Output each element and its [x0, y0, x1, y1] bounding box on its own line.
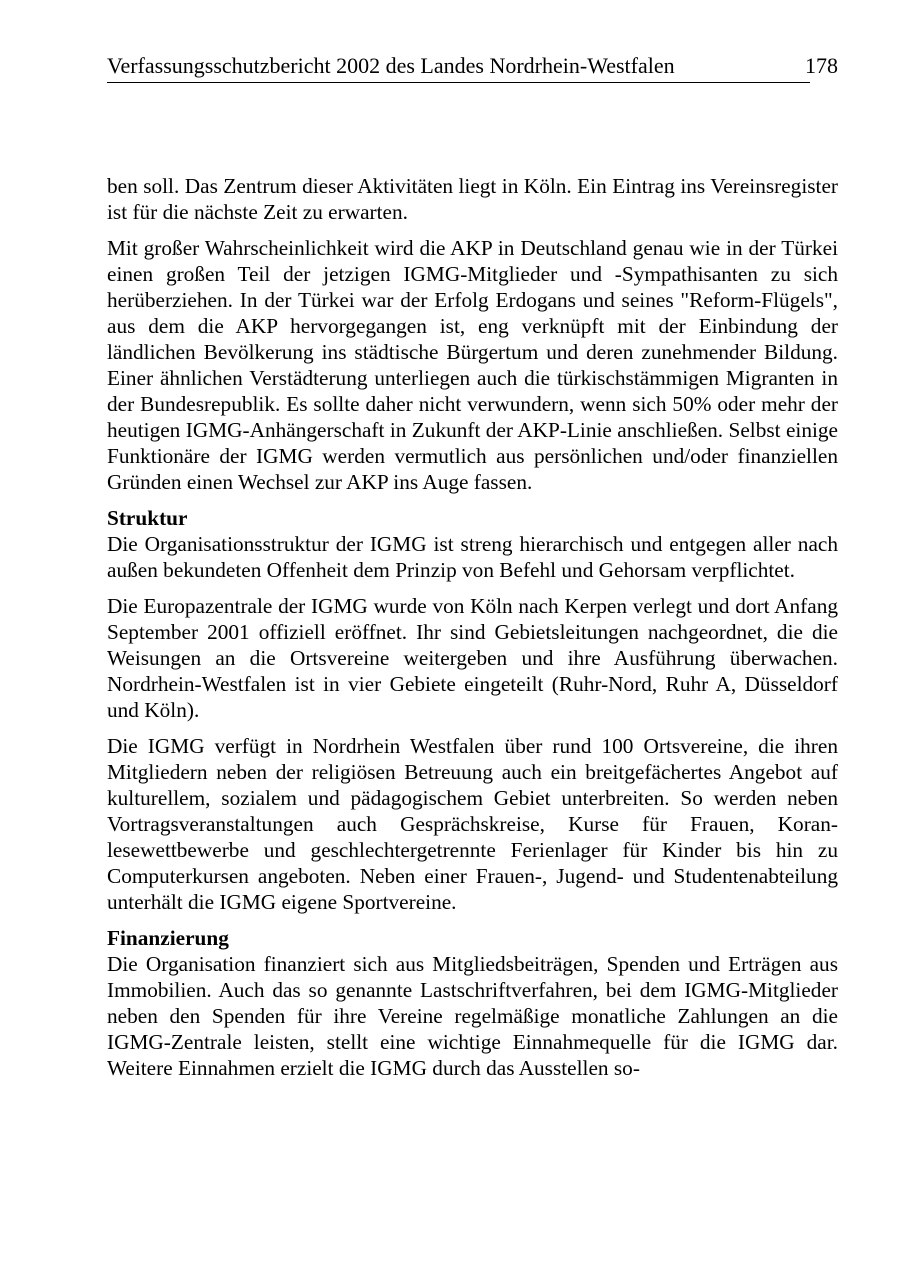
body-paragraph: Die Europazentrale der IGMG wurde von Köln nach Kerpen verlegt und dort Anfang September 2001 offiziell eröffnet. Ihr sind Gebietsleitungen nachgeordnet, die die Weisungen an die Ortsvereine weitergeben und ihre Ausführung überwachen. Nordrhein-Westfalen ist in vier Gebiete eingeteilt (Ruhr-Nord, Ruhr A, Düsseldorf und Köln).	[107, 594, 838, 722]
body-paragraph: ben soll. Das Zentrum dieser Aktivitäten liegt in Köln. Ein Eintrag ins Vereinsregister ist für die nächste Zeit zu erwarten.	[107, 174, 838, 224]
section-heading-finanzierung: Finanzierung	[107, 926, 229, 950]
running-title: Verfassungsschutzbericht 2002 des Landes Nordrhein-Westfalen	[107, 53, 675, 78]
page-number: 178	[805, 53, 838, 78]
body-paragraph: Die Organisation finanziert sich aus Mitgliedsbeiträgen, Spenden und Erträgen aus Immobilien. Auch das so genannte Lastschriftverfahren, bei dem IGMG-Mitglieder neben den Spenden für ihre Vereine regelmäßige monatliche Zahlungen an die IGMG-Zentrale leisten, stellt eine wichtige Einnahmequelle für die IGMG dar. Weitere Einnahmen erzielt die IGMG durch das Ausstellen so-	[107, 952, 838, 1080]
body-paragraph: Die Organisationsstruktur der IGMG ist streng hierarchisch und entgegen aller nach außen bekundeten Offenheit dem Prinzip von Befehl und Gehorsam verpflichtet.	[107, 532, 838, 582]
page-body	[107, 173, 838, 1091]
section-heading-struktur: Struktur	[107, 506, 188, 530]
body-paragraph: Die IGMG verfügt in Nordrhein Westfalen über rund 100 Ortsvereine, die ihren Mitgliedern neben der religiösen Betreuung auch ein breitgefächertes Angebot auf kulturellem, sozialem und pädagogischem Gebiet unterbreiten. So werden neben Vortragsveranstaltungen auch Gesprächskreise, Kurse für Frauen, Koranlesewettbewerbe und geschlechtergetrennte Ferienlager für Kinder bis hin zu Computerkursen angeboten. Neben einer Frauen-, Jugend- und Studentenabteilung unterhält die IGMG eigene Sportvereine.	[107, 734, 838, 914]
body-paragraph: Mit großer Wahrscheinlichkeit wird die AKP in Deutschland genau wie in der Türkei einen großen Teil der jetzigen IGMG-Mitglieder und -Sympathisanten zu sich herüberziehen. In der Türkei war der Erfolg Erdogans und seines "Reform-Flügels", aus dem die AKP hervorgegangen ist, eng verknüpft mit der Einbindung der ländlichen Bevölkerung ins städtische Bürgertum und deren zunehmender Bildung. Einer ähnlichen Verstädterung unterliegen auch die türkischstämmigen Migranten in der Bundesrepublik. Es sollte daher nicht verwundern, wenn sich 50% oder mehr der heutigen IGMG-Anhängerschaft in Zukunft der AKP-Linie anschließen. Selbst einige Funktionäre der IGMG werden vermutlich aus persönlichen und/oder finanziellen Gründen einen Wechsel zur AKP ins Auge fassen.	[107, 236, 838, 494]
page-header	[107, 52, 838, 83]
